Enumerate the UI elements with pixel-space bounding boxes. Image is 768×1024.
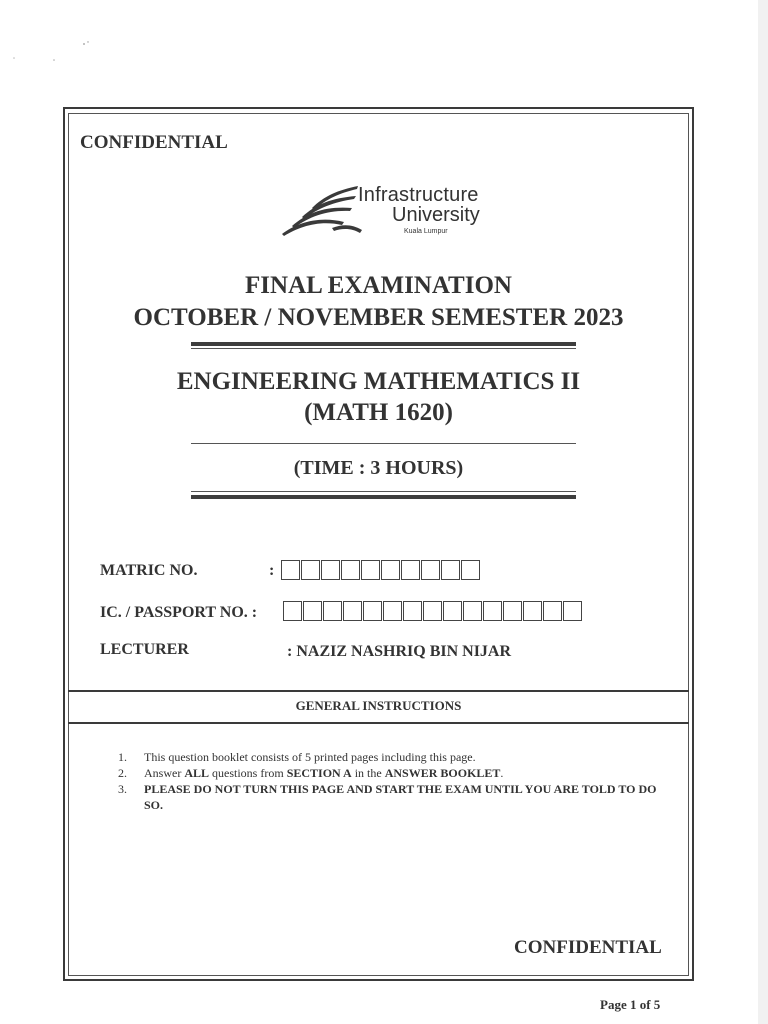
passport-digit-box[interactable] (283, 601, 302, 621)
exam-semester: OCTOBER / NOVEMBER SEMESTER 2023 (133, 304, 624, 331)
matric-digit-box[interactable] (461, 560, 480, 580)
matric-digit-box[interactable] (361, 560, 380, 580)
matric-no-label: MATRIC NO. (100, 562, 198, 579)
matric-digit-box[interactable] (281, 560, 300, 580)
logo-text-university: University (392, 204, 480, 226)
instruction-text-bold: SECTION A (286, 766, 352, 780)
matric-digit-box[interactable] (381, 560, 400, 580)
passport-digit-box[interactable] (403, 601, 422, 621)
lecturer-name: : NAZIZ NASHRIQ BIN NIJAR (287, 643, 512, 660)
instruction-text-part: PLEASE DO NOT TURN THIS PAGE AND START THE EXAM UNTIL YOU ARE TOLD TO DO SO. (144, 782, 657, 812)
instruction-text-bold: ANSWER BOOKLET (384, 766, 501, 780)
matric-digit-box[interactable] (321, 560, 340, 580)
page-number: Page 1 of 5 (600, 997, 661, 1012)
matric-no-input-boxes[interactable] (281, 560, 481, 580)
instruction-text-part: This question booklet consists of 5 printed pages including this page. (144, 750, 476, 764)
exam-title: FINAL EXAMINATION (245, 272, 512, 299)
instruction-text-part: questions from (209, 766, 287, 780)
instruction-number: 1. (118, 750, 127, 764)
lecturer-label: LECTURER (100, 641, 189, 658)
passport-digit-box[interactable] (463, 601, 482, 621)
divider-rule-thin (191, 348, 576, 349)
passport-no-label: IC. / PASSPORT NO. : (100, 604, 258, 621)
passport-digit-box[interactable] (303, 601, 322, 621)
divider-rule-thin (191, 443, 576, 444)
passport-digit-box[interactable] (363, 601, 382, 621)
confidential-label-top: CONFIDENTIAL (80, 132, 228, 153)
instruction-item (118, 749, 678, 765)
matric-digit-box[interactable] (441, 560, 460, 580)
instructions-heading: GENERAL INSTRUCTIONS (295, 698, 462, 713)
instructions-list (118, 749, 678, 813)
course-code: (MATH 1620) (304, 399, 453, 426)
matric-digit-box[interactable] (301, 560, 320, 580)
divider-rule-thick (191, 495, 576, 499)
passport-digit-box[interactable] (483, 601, 502, 621)
divider-rule-thin (191, 491, 576, 492)
instruction-text-part: . (500, 766, 504, 780)
page-edge-shadow (758, 0, 768, 1024)
instruction-number: 3. (118, 782, 127, 796)
logo-text-location: Kuala Lumpur (404, 228, 448, 235)
scan-specks (10, 30, 100, 70)
divider-rule-thick (191, 342, 576, 346)
instruction-item (118, 765, 678, 781)
passport-digit-box[interactable] (383, 601, 402, 621)
instruction-text-part: in the (351, 766, 385, 780)
passport-no-input-boxes[interactable] (283, 601, 583, 621)
matric-digit-box[interactable] (401, 560, 420, 580)
passport-digit-box[interactable] (323, 601, 342, 621)
instruction-number: 2. (118, 766, 127, 780)
logo-text-infrastructure: Infrastructure (358, 184, 479, 206)
passport-digit-box[interactable] (423, 601, 442, 621)
passport-digit-box[interactable] (503, 601, 522, 621)
passport-digit-box[interactable] (343, 601, 362, 621)
confidential-label-bottom: CONFIDENTIAL (514, 937, 662, 958)
instruction-text-part: Answer (144, 766, 185, 780)
passport-digit-box[interactable] (543, 601, 562, 621)
passport-digit-box[interactable] (523, 601, 542, 621)
course-name: ENGINEERING MATHEMATICS II (176, 368, 581, 395)
instruction-text (144, 765, 678, 781)
passport-digit-box[interactable] (443, 601, 462, 621)
passport-digit-box[interactable] (563, 601, 582, 621)
university-logo (280, 182, 510, 244)
matric-digit-box[interactable] (421, 560, 440, 580)
exam-duration: (TIME : 3 HOURS) (293, 457, 464, 479)
instruction-text-bold: ALL (184, 766, 210, 780)
matric-colon: : (269, 562, 275, 579)
book-swoosh-icon (280, 182, 370, 244)
instruction-text (144, 749, 678, 765)
instruction-item (118, 781, 678, 813)
matric-digit-box[interactable] (341, 560, 360, 580)
instruction-text (144, 781, 678, 813)
